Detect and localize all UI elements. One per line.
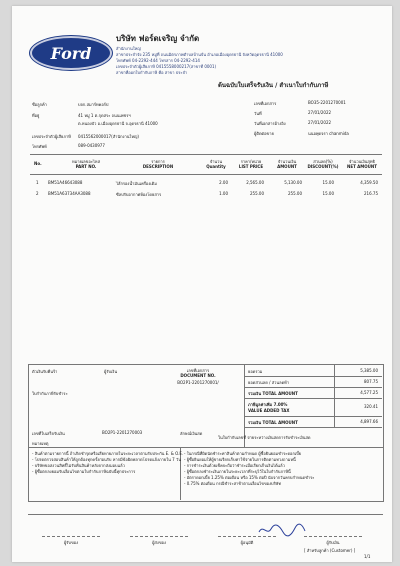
invoice-ref-label: ใบกำกับภาษีรับชำระ (32, 391, 68, 396)
doc-date: 27/01/2022 (308, 110, 332, 115)
row-net: 4,359.50 (360, 180, 378, 185)
customer-address-2: ต.หนองบัว อ.เมืองอุดรธานี จ.อุดรธานี 41000 (78, 121, 158, 126)
doc-sales: นนอพุดจรา chanmida (308, 131, 349, 136)
docnum-value: BO2P1-2201270001/ (177, 380, 219, 385)
total-label: รวมเงิน TOTAL AMOUNT (248, 391, 298, 396)
note-left: - บริษัทขอสงวนสิทธิ์ไม่รับคืนสินค้าหลังจากส่งมอบแล้ว (32, 463, 125, 468)
grand-label: รวมเงิน TOTAL AMOUNT (248, 420, 298, 425)
sign-line-receiver (304, 536, 362, 537)
totals-rule-3 (244, 398, 382, 399)
receipt-no-label: เลขที่ใบเสร็จรับเงิน (32, 431, 65, 436)
company-address: สาขาประจำจัง 235 หมู่ที่ ถนนมิตรภาพตำบลบ้านจั่น อำเภอเมืองอุดรธานี จังหวัดอุดรธานี 41000 (116, 52, 283, 57)
handwritten-signature (257, 522, 307, 538)
doc-date-label: วันที่ (254, 111, 262, 116)
note-left: - สินค้าตามรายการนี้ ถ้าเกิดชำรุดหรือเสียหายภายในระยะเวลาตามรับประกัน E. & O.E. (32, 451, 184, 456)
doc-number: BO35-2201270001 (308, 100, 346, 105)
docnum-en: DOCUMENT NO. (180, 373, 216, 378)
doc-title: ต้นฉบับใบเสร็จรับเงิน / สำเนาใบกำกับภาษี (218, 82, 329, 89)
totals-rule-2 (244, 387, 382, 388)
subtotal-label: ยอดรวม (248, 369, 263, 374)
document-page (12, 6, 392, 562)
col-no: No. (34, 161, 42, 166)
row-net: 216.75 (364, 191, 378, 196)
cashier-label: ลักษณ์เงินสด (180, 431, 203, 436)
col-net-en: NET AMOUNT (346, 164, 377, 169)
row-price: 2,565.00 (246, 180, 264, 185)
sign-customer-label: ผู้รับของ (63, 540, 79, 545)
sign-receiver-label: ผู้รับเงิน (326, 540, 340, 545)
company-branch: สำนักงานใหญ่ (116, 46, 141, 51)
row-amount: 5,130.00 (284, 180, 302, 185)
customer-name: บจก.สมาร์ทคอร์ป (78, 102, 109, 107)
col-desc-th: รายการ (151, 159, 165, 164)
table-top-rule (30, 154, 382, 155)
doc-refdate: 27/01/2022 (308, 120, 332, 125)
row-price: 255.00 (250, 191, 264, 196)
col-desc-en: DESCRIPTION (142, 164, 174, 169)
customer-tax: 0415562000017(สำนักงานใหญ่) (78, 134, 139, 139)
note-left: - ผู้ซื้อตกลงยอมรับเงื่อนไขตามใบกำกับภาษีฉบับนี้ทุกประการ (32, 469, 136, 474)
customer-tax-label: เลขประจำตัวผู้เสียภาษี (32, 134, 71, 139)
note-right: - การชำระเงินด้วยเช็คจะถือว่าชำระเมื่อเรียกเก็บเงินได้แล้ว (184, 463, 285, 468)
sign-line-customer (42, 536, 100, 537)
grand-value: 4,897.66 (360, 419, 378, 424)
row-desc: ไส้กรองน้ำมันเครื่องเดิม (116, 181, 157, 186)
doc-number-label: เลขที่เอกสาร (254, 101, 277, 106)
discount-label: ยอดส่วนลด / ส่วนลดท้า (248, 380, 290, 385)
vat-value: 320.41 (364, 404, 378, 409)
company-name: บริษัท ฟอร์ดเจริญ จำกัด (116, 34, 200, 43)
col-amount-en: AMOUNT (277, 164, 297, 169)
col-qty-en: Quantity (206, 164, 226, 169)
row-desc: ซีลปรับอากาศห้องโดยสาร (116, 192, 162, 197)
ford-logo-text: Ford (50, 44, 92, 63)
sign-top-rule (28, 514, 383, 515)
totals-rule-5 (244, 427, 382, 428)
customer-phone-label: โทรศัพท์ (32, 144, 47, 149)
cashier-note: ในใบกำกับเลขที่ จ่ายระหว่างเงินสดการรับชำระเงินสด (218, 435, 311, 440)
row-qty: 2.00 (219, 180, 228, 185)
row-amount: 255.00 (288, 191, 302, 196)
doc-refdate-label: วันที่เอกสารอ้างอิง (254, 121, 286, 126)
vat-label-th: ภาษีมูลค่าเพิ่ม 7.00% (248, 402, 288, 407)
totals-rule-4 (244, 416, 382, 417)
notes-top-rule (28, 447, 383, 448)
note-right: - ผู้ซื้อตกลงชำระเงินภายในระยะเวลาที่ระบุไว้ในใบกำกับภาษีนี้ (184, 469, 291, 474)
page-number: 1/1 (364, 554, 371, 559)
row-disc: 15.00 (322, 191, 334, 196)
sign-auth-label: ผู้อนุมัติ (240, 540, 254, 545)
sign-line-sender (130, 536, 188, 537)
table-header-rule (30, 174, 382, 175)
col-price-en: LIST PRICE (238, 164, 264, 169)
received-label: ตัวเงินรับคืนร้า (32, 369, 58, 374)
col-disc-en: DISCOUNT(%) (307, 164, 339, 169)
company-phone: โทรศัพท์ 04-2292-444 โทรสาร 04-2292-414 (116, 58, 200, 63)
sign-sender-label: ผู้ส่งของ (152, 540, 166, 545)
col-part-en: PART NO. (75, 164, 97, 169)
customer-address-label: ที่อยู่ (32, 113, 40, 118)
company-tag: สาขาที่ออกใบกำกับภาษี คือ สาขา ประจำ (116, 70, 188, 75)
total-value: 4,577.25 (360, 390, 378, 395)
totals-divider (334, 364, 335, 428)
note-right: - 0.75% ต่อเดือน กรณีชำระล่าช้าตามเงื่อนไขของบริษัท (184, 481, 281, 486)
receipt-no: BO2P1-2201270003 (102, 430, 143, 435)
col-net-th: จำนวนเงินสุทธิ (349, 159, 375, 164)
col-part-th: หมายเลขอะไหล่ (71, 159, 101, 164)
customer-name-label: ชื่อลูกค้า (32, 102, 47, 107)
row-part: BM51A63734AA3088 (48, 191, 91, 196)
footer-copy: [ สำหรับลูกค้า (Customer) ] (304, 548, 356, 553)
received-by-label: ผู้รับเงิน (104, 369, 118, 374)
row-part: BM51A46643088 (48, 180, 83, 185)
discount-value: 807.75 (364, 379, 378, 384)
row-qty: 1.00 (219, 191, 228, 196)
col-disc-th: ส่วนลด(%) (313, 159, 333, 164)
col-qty-th: จำนวน (209, 159, 223, 164)
doc-sales-label: ผู้ติดต่อขาย (254, 131, 274, 136)
remark-label: หมายเหตุ (32, 441, 49, 446)
note-left: - โปรดตรวจสอบสินค้าให้ถูกต้องทุกครั้งก่อนรับ หากมีข้อผิดพลาดโปรดแจ้งภายใน 7 วัน (32, 457, 181, 462)
note-right: - ผู้ซื้อยินยอมให้ผู้ขายเรียกเก็บค่าใช้จ่ายในการติดตามทวงถามหนี้ (184, 457, 296, 462)
row-disc: 15.00 (322, 180, 334, 185)
vat-label-en: VALUE ADDED TAX (248, 408, 290, 413)
company-tax-id: เลขประจำตัวผู้เสียภาษี 0415558000217(สาขาที่ 0001) (116, 64, 217, 69)
totals-rule-1 (244, 376, 382, 377)
customer-phone: 089-0430977 (78, 143, 105, 148)
row-no: 1 (36, 180, 39, 185)
ford-logo (30, 36, 112, 70)
subtotal-value: 5,385.00 (360, 368, 378, 373)
customer-address-1: 41 หมู่ 1 ต.กุดสระ ถนนเพชรฯ (78, 113, 131, 118)
col-amount-th: จำนวนเงิน (277, 159, 297, 164)
docnum-th: เลขที่เอกสาร (186, 368, 210, 373)
row-no: 2 (36, 191, 39, 196)
note-right: - อัตราดอกเบี้ย 1.25% ต่อเดือน หรือ 15% ต่อปี นับจากวันครบกำหนดชำระ (184, 475, 315, 480)
col-price-th: ราคา/หน่วย (240, 159, 262, 164)
note-right: - ในกรณีที่ผิดนัดชำระค่าสินค้าตามกำหนด ผู้ซื้อยินยอมชำระดอกเบี้ย (184, 451, 302, 456)
